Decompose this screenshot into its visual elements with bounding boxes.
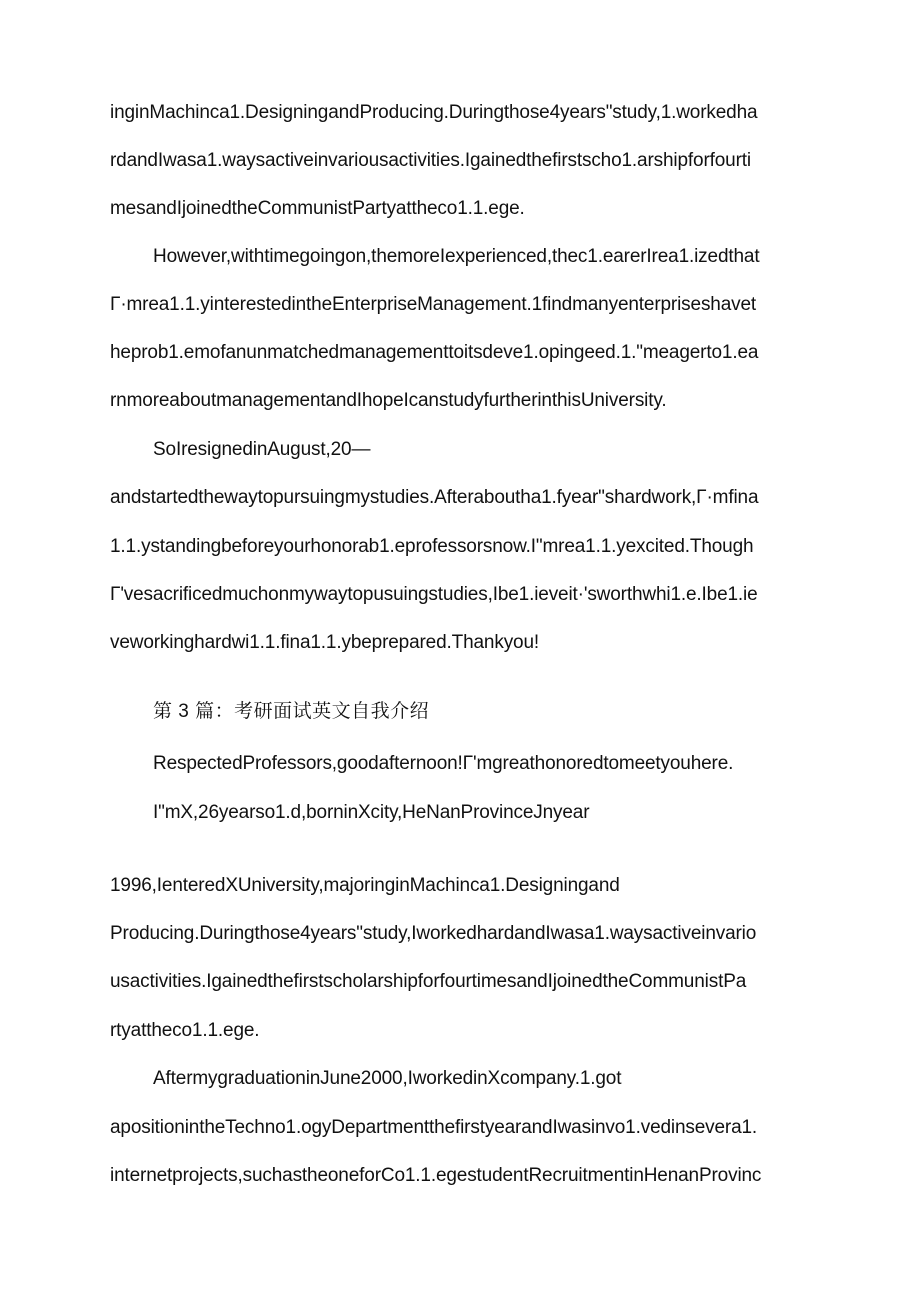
text-line: andstartedthewaytopursuingmystudies.Afteraboutha1.fyear"shardwork,Γ·mfina — [110, 487, 759, 508]
text-line: heprob1.emofanunmatchedmanagementtoitsdeve1.opingeed.1."meagerto1.ea — [110, 342, 759, 363]
text-line: veworkinghardwi1.1.fina1.1.ybeprepared.Thankyou! — [110, 632, 540, 653]
text-line: 1.1.ystandingbeforeyourhonorab1.eprofessorsnow.I"mrea1.1.yexcited.Though — [110, 536, 754, 557]
text-line: 1996,IenteredXUniversity,majoringinMachinca1.Designingand — [110, 875, 620, 896]
text-line: rnmoreaboutmanagementandIhopeIcanstudyfurtherinthisUniversity. — [110, 390, 667, 411]
paragraph-start-line: SoIresignedinAugust,20— — [153, 439, 371, 460]
text-line: Producing.Duringthose4years"study,IworkedhardandIwasa1.waysactiveinvario — [110, 923, 757, 944]
text-line: mesandIjoinedtheCommunistPartyattheco1.1.ege. — [110, 198, 525, 219]
text-line: apositionintheTechno1.ogyDepartmentthefirstyearandIwasinvo1.vedinsevera1. — [110, 1117, 758, 1138]
paragraph-start-line: I"mX,26yearso1.d,borninXcity,HeNanProvinceJnyear — [153, 802, 590, 823]
text-line: internetprojects,suchastheoneforCo1.1.egestudentRecruitmentinHenanProvinc — [110, 1165, 762, 1186]
paragraph-start-line: AftermygraduationinJune2000,IworkedinXcompany.1.got — [153, 1068, 622, 1089]
text-line: rtyattheco1.1.ege. — [110, 1020, 260, 1041]
text-line: rdandIwasa1.waysactiveinvariousactivities.Igainedthefirstscho1.arshipforfourti — [110, 150, 751, 171]
section-heading: 第 3 篇：考研面试英文自我介绍 — [153, 701, 430, 722]
text-line: Γ·mrea1.1.yinterestedintheEnterpriseManagement.1findmanyenterpriseshavet — [110, 294, 757, 315]
text-line: usactivities.IgainedthefirstscholarshipforfourtimesandIjoinedtheCommunistPa — [110, 971, 747, 992]
paragraph-start-line: RespectedProfessors,goodafternoon!Γ'mgreathonoredtomeetyouhere. — [153, 753, 734, 774]
text-line: inginMachinca1.DesigningandProducing.Duringthose4years"study,1.workedha — [110, 102, 758, 123]
text-line: Γ'vesacrificedmuchonmywaytopusuingstudies,Ibe1.ieveit·'sworthwhi1.e.Ibe1.ie — [110, 584, 758, 605]
paragraph-start-line: However,withtimegoingon,themoreIexperienced,thec1.earerIrea1.izedthat — [153, 246, 760, 267]
